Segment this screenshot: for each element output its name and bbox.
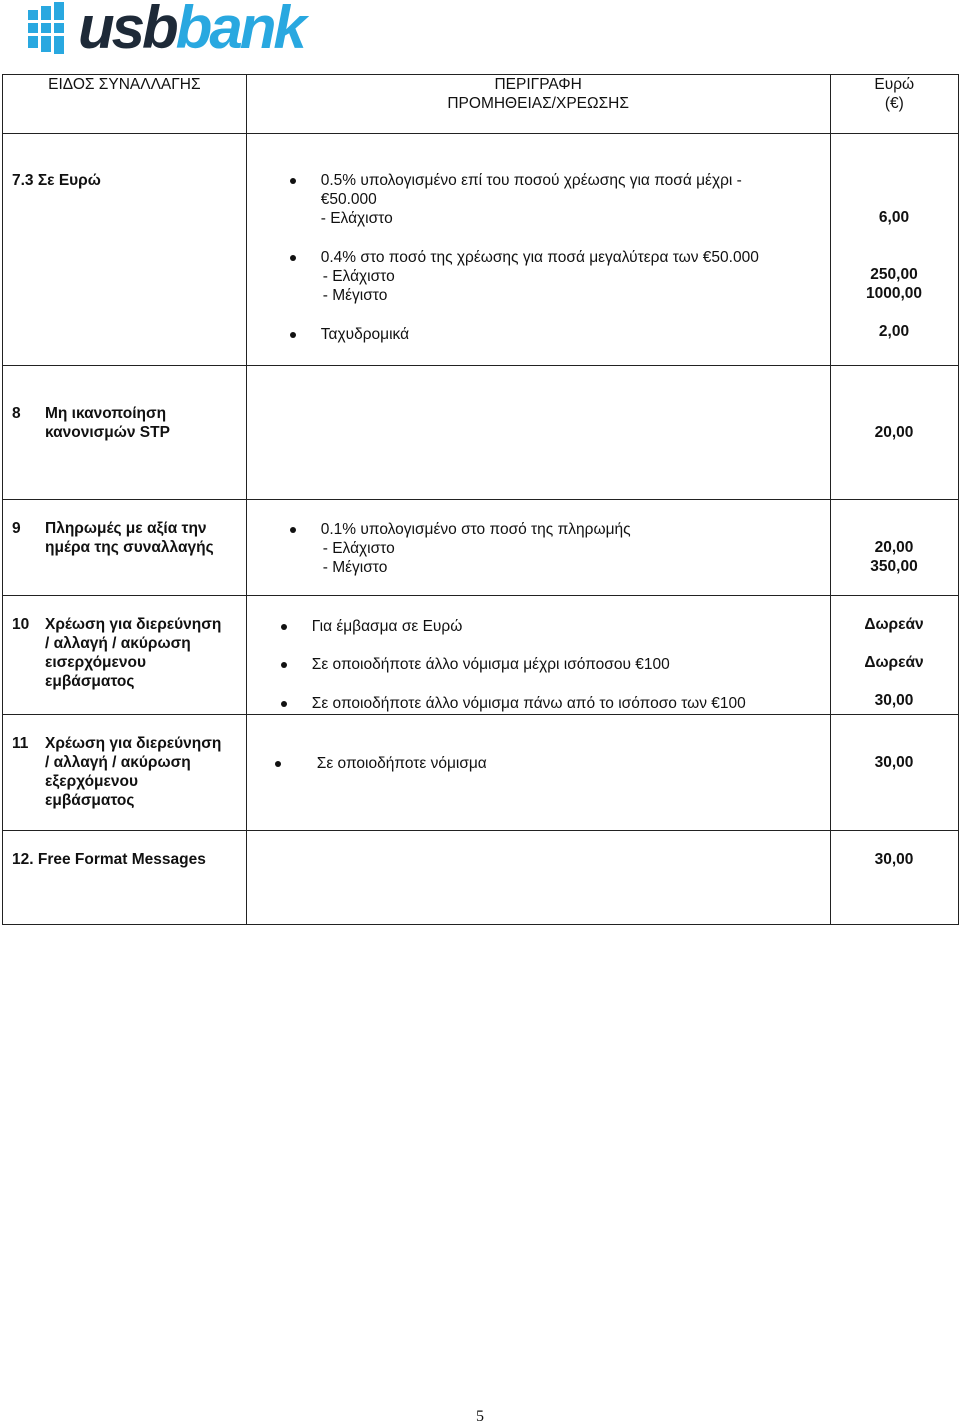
bullet-icon	[290, 255, 296, 261]
table-row	[3, 596, 959, 715]
row-12-description	[246, 831, 830, 925]
row-9-values: 20,00 350,00	[830, 500, 958, 596]
row-7-3-title-cell	[3, 134, 247, 366]
row-9-title-cell: 9 Πληρωμές με αξία την ημέρα της συναλλαγής	[3, 500, 247, 596]
header-euro: Ευρώ (€)	[830, 75, 958, 134]
fees-table	[2, 74, 959, 925]
usbbank-logo	[28, 0, 304, 61]
row-8-description	[246, 366, 830, 500]
bullet-icon	[281, 662, 287, 668]
logo-wordmark: usbbank	[78, 0, 304, 61]
row-11-description: Σε οποιοδήποτε νόμισμα	[246, 715, 830, 831]
row-12-title-cell: 12. Free Format Messages	[3, 831, 247, 925]
row-10-title-cell: 10 Χρέωση για διερεύνηση / αλλαγή / ακύρωση εισερχόμενου εμβάσματος	[3, 596, 247, 715]
bullet-icon	[290, 527, 296, 533]
table-row	[3, 715, 959, 831]
logo-grid-icon	[28, 2, 84, 54]
row-10-values: Δωρεάν Δωρεάν 30,00	[830, 596, 958, 715]
table-row	[3, 831, 959, 925]
row-8-title-cell: 8 Μη ικανοποίηση κανονισμών STP	[3, 366, 247, 500]
row-11-values: 30,00	[830, 715, 958, 831]
row-7-3-description: 0.5% υπολογισμένο επί του ποσού χρέωσης για ποσά μέχρι - €50.000 - Ελάχιστο 0.4% στο ποσό της χρέωσης για ποσά μεγαλύτερα των €50.000 - Ελάχιστο - Μέγιστο Ταχυδρομικά	[246, 134, 830, 366]
row-8-values: 20,00	[830, 366, 958, 500]
row-12-values: 30,00	[830, 831, 958, 925]
table-row	[3, 134, 959, 366]
table-row	[3, 366, 959, 500]
bullet-icon	[290, 332, 296, 338]
table-header-row	[3, 75, 959, 134]
row-10-description: Για έμβασμα σε Ευρώ Σε οποιοδήποτε άλλο νόμισμα μέχρι ισόποσου €100 Σε οποιοδήποτε άλλο νόμισμα πάνω από το ισόποσο των €100	[246, 596, 830, 715]
bullet-icon	[281, 624, 287, 630]
header-description: ΠΕΡΙΓΡΑΦΗ ΠΡΟΜΗΘΕΙΑΣ/ΧΡΕΩΣΗΣ	[246, 75, 830, 134]
bullet-icon	[275, 761, 281, 767]
row-11-title-cell: 11 Χρέωση για διερεύνηση / αλλαγή / ακύρωση εξερχόμενου εμβάσματος	[3, 715, 247, 831]
bullet-icon	[281, 701, 287, 707]
page-number: 5	[476, 1408, 484, 1425]
row-7-3-values: 6,00 250,00 1000,00 2,00	[830, 134, 958, 366]
header-transaction-type: ΕΙΔΟΣ ΣΥΝΑΛΛΑΓΗΣ	[3, 75, 247, 134]
row-9-description: 0.1% υπολογισμένο στο ποσό της πληρωμής - Ελάχιστο - Μέγιστο	[246, 500, 830, 596]
table-row	[3, 500, 959, 596]
bullet-icon	[290, 178, 296, 184]
row-7-3-title: 7.3 Σε Ευρώ	[12, 172, 101, 189]
